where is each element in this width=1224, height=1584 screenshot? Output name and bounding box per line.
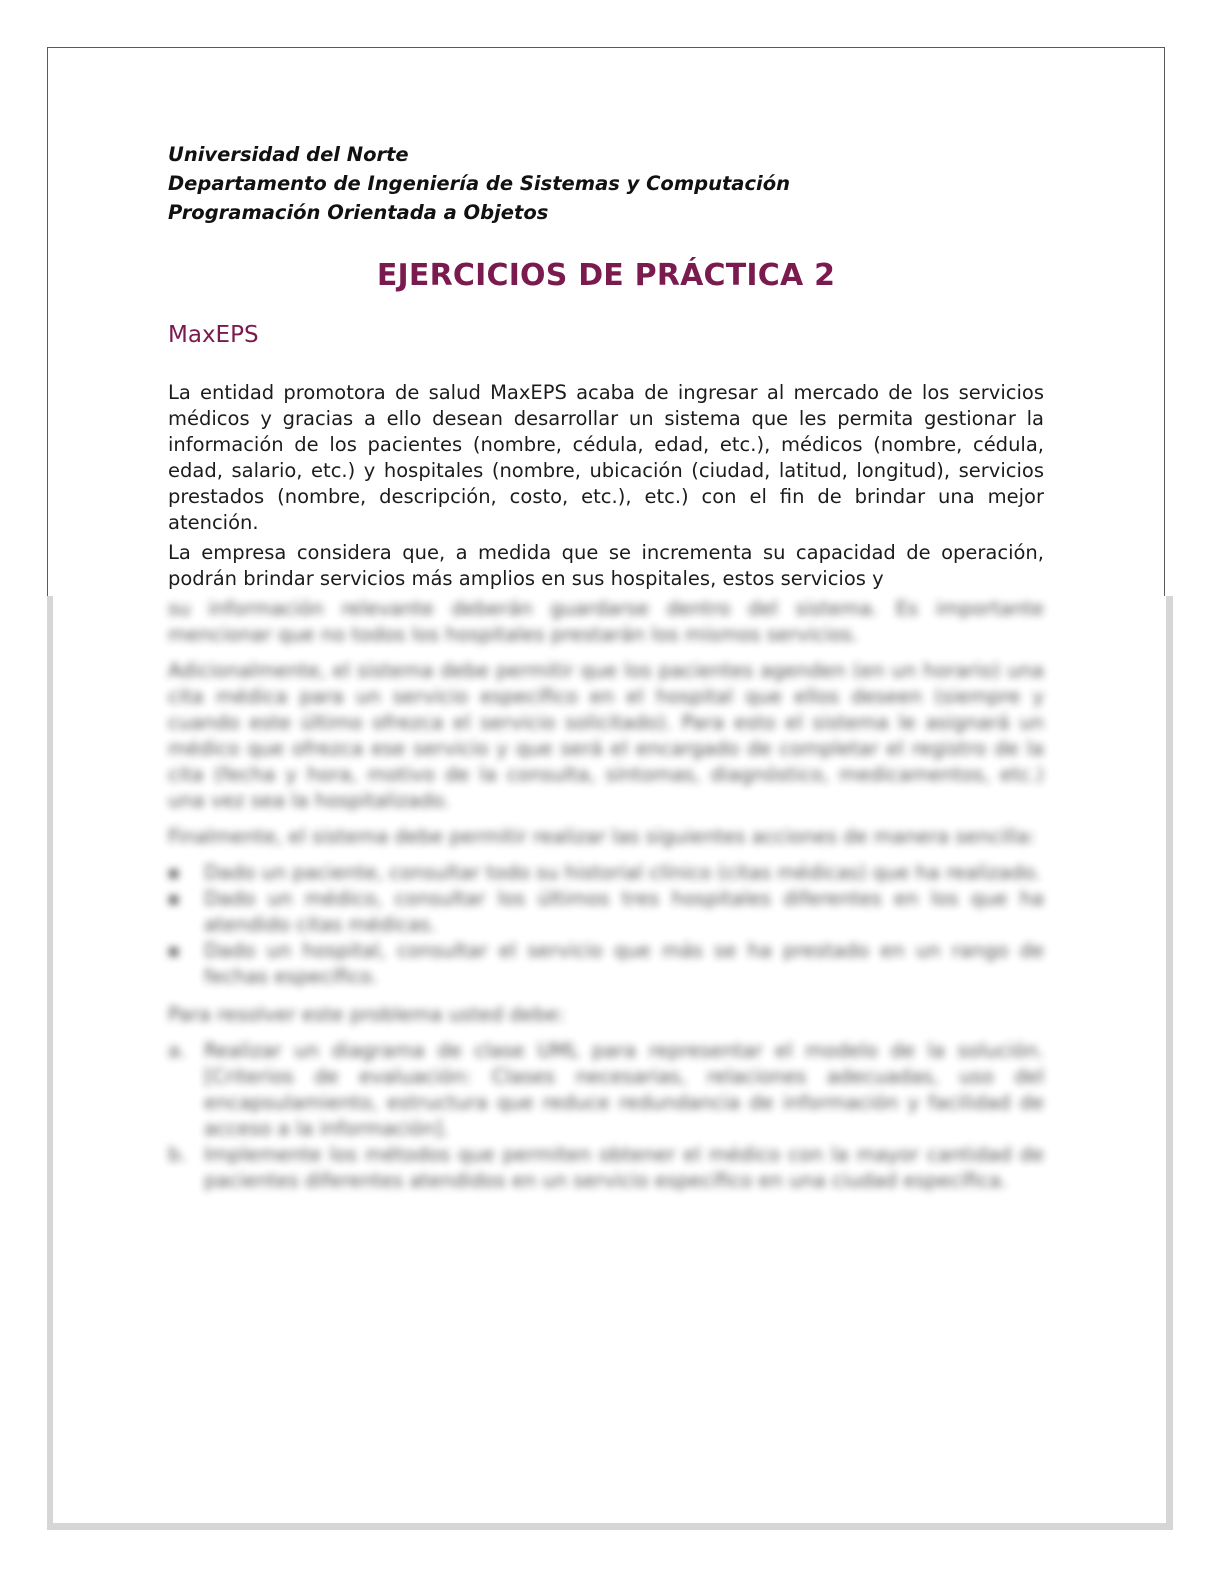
blurred-intro: Para resolver este problema usted debe: <box>168 1003 565 1026</box>
blurred-paragraph: Adicionalmente, el sistema debe permitir que los pacientes agenden (en un horario) una cita médica para un servicio específico en el hospital que ellos deseen (siempre y cuando este último ofrezca el servicio solicitado). Para esto el sistema le asignará un médico que ofrezca ese servicio y que será el encargado de completar el registro de la cita (fecha y hora, motivo de la consulta, síntomas, diagnóstico, medicamentos, etc.) una vez sea la hospitalizado. <box>168 659 1044 812</box>
header-course: Programación Orientada a Objetos <box>168 201 549 224</box>
paragraph-intro: La entidad promotora de salud MaxEPS acaba de ingresar al mercado de los servicios médicos y gracias a ello desean desarrollar un sistema que les permita gestionar la información de los pacientes (nombre, cédula, edad, etc.), médicos (nombre, cédula, edad, salario, etc.) y hospitales (nombre, ubicación (ciudad, latitud, longitud), servicios prestados (nombre, descripción, costo, etc.), etc.) con el fin de brindar una mejor atención. <box>168 381 1044 534</box>
list-item: ■ Dado un paciente, consultar todo su historial clínico (citas médicas) que ha realizado. <box>168 860 1044 886</box>
list-item <box>168 1038 1044 1142</box>
blurred-preview-content <box>168 596 1044 1194</box>
blurred-paragraph: su información relevante deberán guardarse dentro del sistema. Es importante mencionar que no todos los hospitales prestarán los mismos servicios. <box>168 597 1044 646</box>
document-content <box>168 140 1044 536</box>
paragraph-company: La empresa considera que, a medida que se incrementa su capacidad de operación, podrán brindar servicios más amplios en sus hospitales, estos servicios y <box>168 541 1044 590</box>
list-item <box>168 1142 1044 1194</box>
document-title: EJERCICIOS DE PRÁCTICA 2 <box>376 258 836 293</box>
list-item: ■ Dado un hospital, consultar el servicio que más se ha prestado en un rango de fechas específico. <box>168 938 1044 990</box>
list-marker: b. <box>168 1143 187 1166</box>
requirements-list <box>168 860 1044 990</box>
blurred-paragraph: Finalmente, el sistema debe permitir realizar las siguientes acciones de manera sencilla: <box>168 825 1036 848</box>
header-university: Universidad del Norte <box>168 143 409 166</box>
section-title: MaxEPS <box>168 322 259 348</box>
tasks-list <box>168 1038 1044 1194</box>
list-marker: a. <box>168 1039 187 1062</box>
task-text: Implemente los métodos que permiten obtener el médico con la mayor cantidad de pacientes diferentes atendidos en un servicio específico en una ciudad específica. <box>204 1143 1044 1192</box>
list-item: ■ Dado un médico, consultar los últimos tres hospitales diferentes en los que ha atendido citas médicas. <box>168 886 1044 938</box>
task-text: Realizar un diagrama de clase UML para representar el modelo de la solución. [Criterios de evaluación: Clases necesarias, relaciones adecuadas, uso del encapsulamiento, estructura que reduce redundancia de información y facilidad de acceso a la información]. <box>204 1039 1044 1140</box>
header-department: Departamento de Ingeniería de Sistemas y Computación <box>168 172 790 195</box>
paragraph-2-visible <box>168 540 1044 596</box>
